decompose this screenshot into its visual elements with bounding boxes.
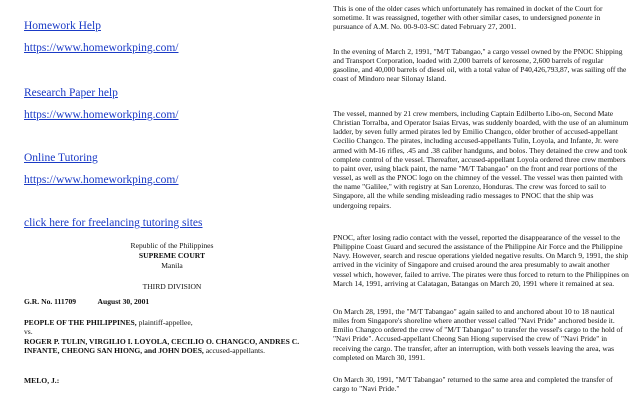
paragraph-1 [333,4,629,31]
ponente-label: MELO, J.: [24,376,60,385]
paragraph-5: On March 28, 1991, the "M/T Tabangao" again sailed to and anchored about 10 to 18 nautical miles from Singapore's shoreline where another vessel called "Navi Pride" anchored beside it. Emilio Changco ordered the crew of "M/T Tabangao" to transfer the vessel's cargo to the hold of "Navi Pride". Accused-appellant Cheong San Hiong supervised the crew of "Navi Pride" in receiving the cargo. The transfer, after an interruption, with both vessels leaving the area, was completed on March 30, 1991. [333,307,623,362]
online-tutoring-link[interactable]: Online Tutoring [24,152,98,164]
appellee-name: PEOPLE OF THE PHILIPPINES, [24,318,137,327]
freelancing-tutoring-link[interactable]: click here for freelancing tutoring sites [24,217,203,229]
paragraph-6: On March 30, 1991, "M/T Tabangao" returned to the same area and completed the transfer of cargo to "Navi Pride." [333,375,613,394]
accused-role: accused-appellants. [203,345,265,355]
republic-line: Republic of the Philippines [130,241,214,250]
division-line [24,282,320,292]
homeworkping-url-link-2[interactable]: https://www.homeworkping.com/ [24,109,179,121]
paragraph-2: In the evening of March 2, 1991, "M/T Tabangao," a cargo vessel owned by the PNOC Shipping and Transport Corporation, loaded with 2,000 barrels of kerosene, 2,600 barrels of regular gasoline, and 40,000 barrels of diesel oil, with a total value of P40,426,793,87, was sailing off the coast of Mindoro near Silonay Island. [333,47,627,84]
paragraph-3: The vessel, manned by 21 crew members, including Captain Edilberto Libo-on, Second Mate Christian Torralba, and Operator Isaias Ervas, was suddenly boarded, with the use of an aluminum ladder, by seven fully armed pirates led by Emilio Changco, older brother of accused-appellant Cecilio Changco. The pirates, including accused-appellants Tulin, Loyola, and Infante, Jr. were armed with M-16 rifles, .45 and .38 caliber handguns, and bolos. They detained the crew and took complete control of the vessel. Thereafter, accused-appellant Loyola ordered three crew members to paint over, using black paint, the name "M/T Tabangao" on the front and rear portions of the vessel, as well as the PNOC logo on the chimney of the vessel. The vessel was then painted with the name "Galilee," with registry at San Lorenzo, Honduras. The crew was forced to sail to Singapore, all the while sending misleading radio messages to PNOC that the ship was undergoing repairs. [333,109,629,210]
homework-help-link[interactable]: Homework Help [24,20,101,32]
versus-label: vs. [24,327,33,337]
court-city: Manila [161,261,183,270]
division-name: THIRD DIVISION [142,282,202,291]
research-paper-help-link[interactable]: Research Paper help [24,87,118,99]
parties-block [24,318,320,355]
court-header [24,241,320,271]
gr-number: G.R. No. 111709 [24,297,77,306]
paragraph-1-text-a: This is one of the older cases which unfortunately has remained in docket of the Court for sometime. It was reassigned, together with other similar cases, to undersigned [333,4,603,23]
court-name: SUPREME COURT [138,251,206,260]
accused-names: ROGER P. TULIN, VIRGILIO I. LOYOLA, CECILIO O. CHANGCO, ANDRES C. INFANTE, CHEONG SAN HIONG, and JOHN DOES, [24,336,300,355]
paragraph-1-ponente: ponente [568,13,593,23]
case-date: August 30, 2001 [97,297,150,306]
case-number-row [24,297,320,306]
paragraph-4: PNOC, after losing radio contact with the vessel, reported the disappearance of the vessel to the Philippine Coast Guard and secured the assistance of the Philippine Air Force and the Philippine Navy. However, search and rescue operations yielded negative results. On March 9, 1991, the ship arrived in the vicinity of Singapore and cruised around the area presumably to await another vessel which, however, failed to arrive. The pirates were thus forced to return to the Philippines on March 14, 1991, arriving at Calatagan, Batangas on March 20, 1991 where it remained at sea. [333,233,629,288]
paragraph-1-text-b: in pursuance of A.M. No. 00-9-03-SC dated February 27, 2001. [333,13,601,32]
homeworkping-url-link-3[interactable]: https://www.homeworkping.com/ [24,174,179,186]
homeworkping-url-link-1[interactable]: https://www.homeworkping.com/ [24,42,179,54]
appellee-role: plaintiff-appellee, [136,318,193,327]
